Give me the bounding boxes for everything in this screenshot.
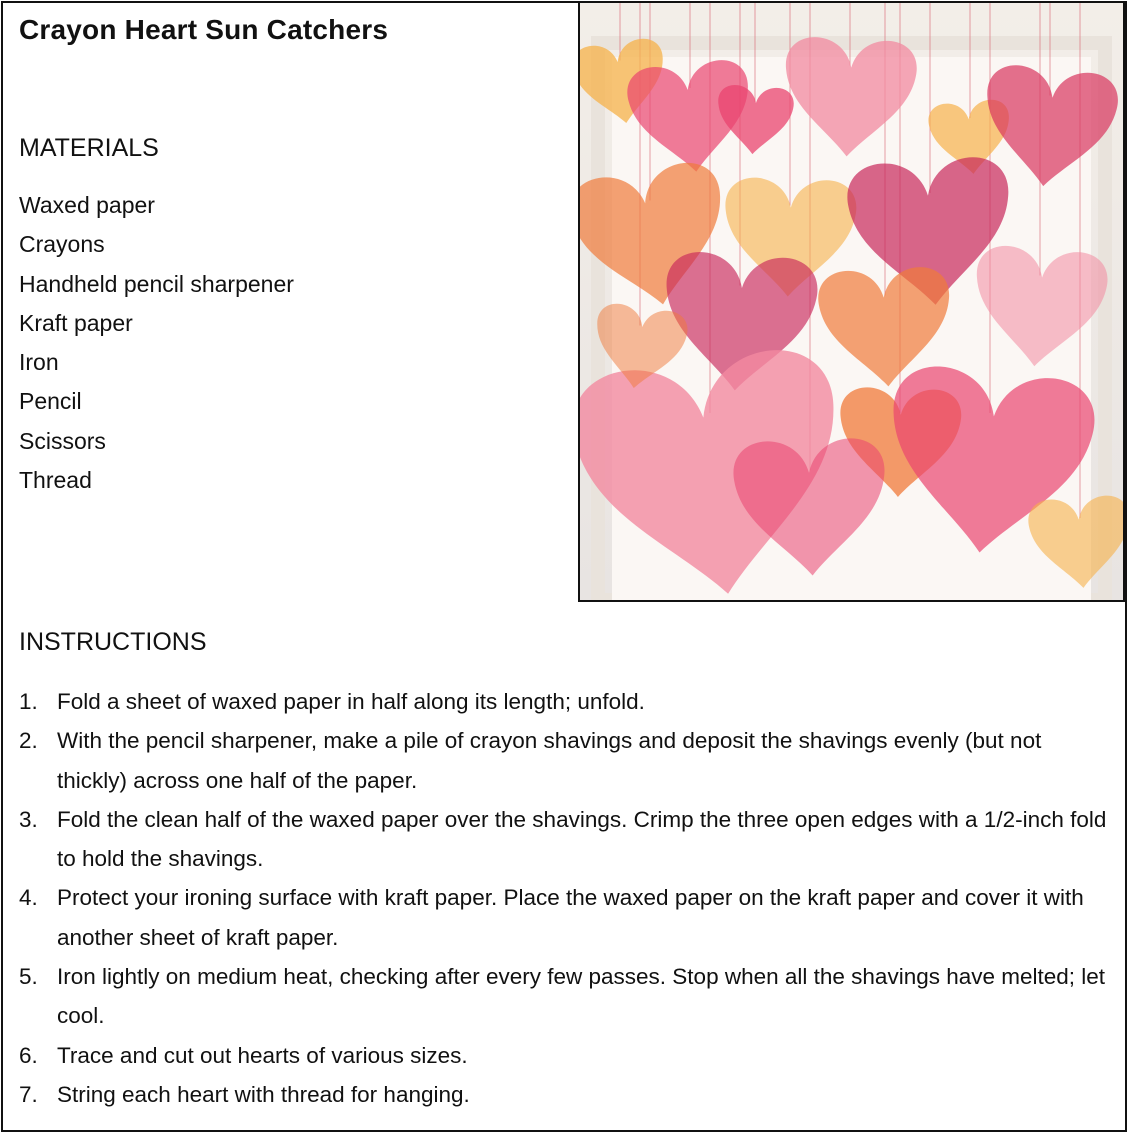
list-item: Iron <box>19 349 59 376</box>
step-text: Fold a sheet of waxed paper in half along its length; unfold. <box>57 689 645 714</box>
step-number: 7. <box>19 1081 38 1107</box>
step-number: 1. <box>19 689 38 714</box>
step-text: With the pencil sharpener, make a pile of crayon shavings and deposit the shavings evenly (but not thickly) across one half of the paper. <box>57 728 1042 793</box>
step-text: String each heart with thread for hanging. <box>57 1081 470 1107</box>
step-number: 5. <box>19 964 38 990</box>
hearts-illustration <box>580 3 1123 600</box>
list-item: Pencil <box>19 388 82 415</box>
list-item <box>19 800 1109 879</box>
step-text: Trace and cut out hearts of various sizes. <box>57 1042 468 1068</box>
step-text: Protect your ironing surface with kraft paper. Place the waxed paper on the kraft paper and cover it with another sheet of kraft paper. <box>57 885 1084 950</box>
list-item: Handheld pencil sharpener <box>19 270 294 297</box>
step-number: 2. <box>19 728 38 754</box>
list-item <box>19 682 1109 721</box>
page-title: Crayon Heart Sun Catchers <box>19 14 389 45</box>
list-item: Crayons <box>19 231 105 258</box>
step-text: Iron lightly on medium heat, checking after every few passes. Stop when all the shavings have melted; let cool. <box>57 964 1106 1029</box>
materials-heading: MATERIALS <box>19 134 159 162</box>
instructions-list <box>19 682 1109 1114</box>
list-item <box>19 1036 1109 1075</box>
step-number: 4. <box>19 885 38 911</box>
list-item: Waxed paper <box>19 192 155 218</box>
step-number: 6. <box>19 1042 38 1068</box>
sun-catchers-photo <box>578 1 1125 602</box>
step-text: Fold the clean half of the waxed paper over the shavings. Crimp the three open edges with a 1/2-inch fold to hold the shavings. <box>57 806 1107 872</box>
list-item <box>19 878 1109 957</box>
list-item: Thread <box>19 467 92 494</box>
list-item <box>19 957 1109 1036</box>
list-item <box>19 1075 1109 1114</box>
list-item: Kraft paper <box>19 309 133 336</box>
list-item <box>19 721 1109 800</box>
materials-list <box>19 187 294 501</box>
step-number: 3. <box>19 806 38 832</box>
instructions-heading: INSTRUCTIONS <box>19 628 207 656</box>
list-item: Scissors <box>19 427 106 454</box>
